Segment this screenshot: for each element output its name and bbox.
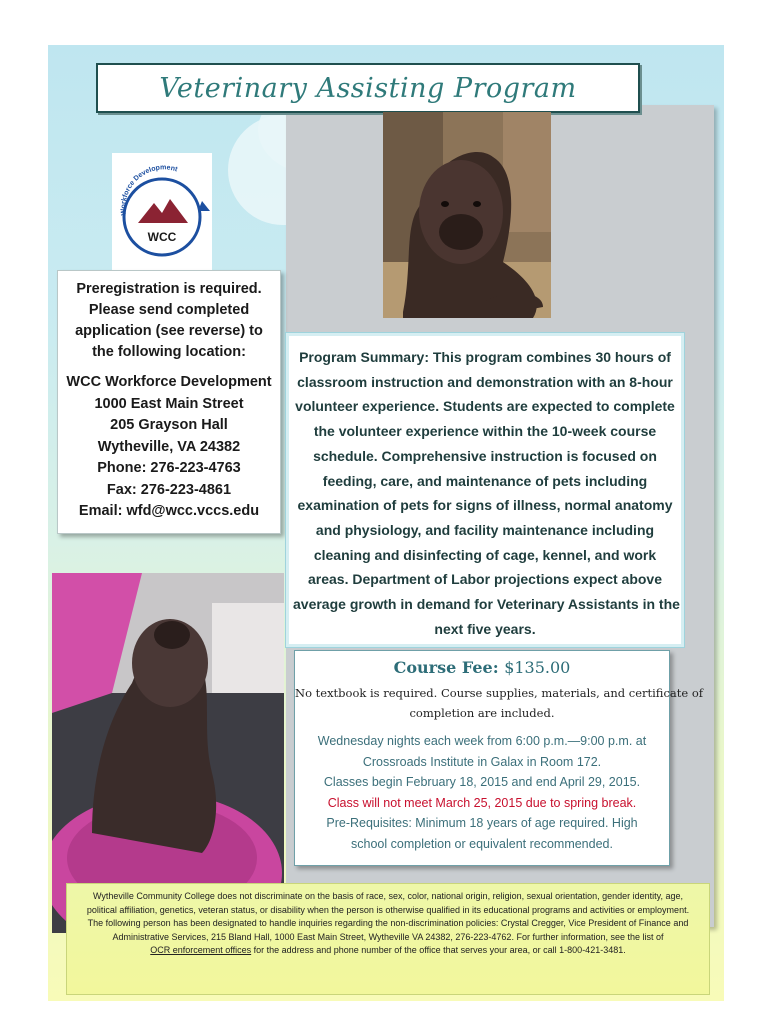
schedule-line: Classes begin February 18, 2015 and end April 29, 2015. xyxy=(323,775,641,789)
footer-line xyxy=(67,944,709,958)
summary-line: average growth in demand for Veterinary Assistants in the xyxy=(293,596,680,613)
summary-line: volunteer experience. Students are expected to complete xyxy=(295,398,675,415)
fee-label: Course Fee: xyxy=(393,658,499,677)
summary-line: Program Summary: This program combines 30 hours of xyxy=(299,349,671,365)
footer-line: Administrative Services, 215 Bland Hall, 1000 East Main Street, Wytheville VA 24382, 276-223-4762. For further information, see the list of xyxy=(112,931,664,942)
contact-street: 1000 East Main Street xyxy=(94,395,244,412)
logo-arc-text: Workforce Development xyxy=(120,164,179,216)
fee-amount: $135.00 xyxy=(504,658,571,677)
summary-line: cleaning and disinfecting of cage, kennel, and work xyxy=(313,546,657,563)
course-fee-heading xyxy=(295,658,669,677)
prerequisite-line: school completion or equivalent recommended. xyxy=(351,836,613,851)
dog-photo-top xyxy=(383,112,551,318)
contact-building: 205 Grayson Hall xyxy=(110,417,228,433)
footer-line: political affiliation, genetics, veteran status, or disability when the person is otherwise qualified in its educational programs and activities or employment. xyxy=(86,904,690,915)
class-schedule xyxy=(295,731,669,854)
summary-line: and physiology, and facility maintenance including xyxy=(315,521,655,538)
contact-info xyxy=(58,372,280,523)
prereg-line: Preregistration is required. xyxy=(76,281,262,297)
fee-note xyxy=(295,683,704,723)
program-summary-box xyxy=(286,333,684,647)
summary-line: examination of pets for signs of illness, normal anatomy xyxy=(297,497,673,514)
summary-line: feeding, care, and maintenance of pets including xyxy=(322,472,648,489)
prereg-line: application (see reverse) to xyxy=(75,323,263,339)
contact-city: Wytheville, VA 24382 xyxy=(97,438,241,455)
spring-break-notice: Class will not meet March 25, 2015 due to spring break. xyxy=(327,795,637,810)
title-banner xyxy=(96,63,640,113)
summary-line: areas. Department of Labor projections expect above xyxy=(308,571,662,588)
footer-line-rest: for the address and phone number of the office that serves your area, or call 1-800-421-3481. xyxy=(251,945,626,955)
mountain-icon xyxy=(138,199,188,223)
ocr-offices-link[interactable]: OCR enforcement offices xyxy=(150,945,252,955)
flyer-page xyxy=(48,45,724,1001)
logo-initials: WCC xyxy=(147,230,177,244)
summary-line: schedule. Comprehensive instruction is focused on xyxy=(313,447,657,464)
summary-line: next five years. xyxy=(434,620,536,637)
fee-note-line: completion are included. xyxy=(409,706,555,720)
preregistration-notice xyxy=(58,279,280,363)
program-summary xyxy=(289,345,681,641)
contact-phone: Phone: 276-223-4763 xyxy=(97,460,241,476)
contact-org: WCC Workforce Development xyxy=(66,374,272,390)
summary-line: classroom instruction and demonstration with an 8-hour xyxy=(297,373,673,390)
footer-line: The following person has been designated to handle inquiries regarding the non-discrimination policies: Crystal Cregger, Vice President of Finance and xyxy=(87,918,689,928)
wcc-logo xyxy=(112,153,212,273)
preregistration-box xyxy=(57,270,281,534)
page-title: Veterinary Assisting Program xyxy=(159,72,577,104)
prerequisite-line: Pre-Requisites: Minimum 18 years of age required. High xyxy=(326,816,638,830)
fee-note-line: No textbook is required. Course supplies, materials, and certificate of xyxy=(295,686,704,700)
schedule-line: Crossroads Institute in Galax in Room 172. xyxy=(362,754,602,769)
nondiscrimination-footer xyxy=(66,883,710,995)
schedule-line: Wednesday nights each week from 6:00 p.m.—9:00 p.m. at xyxy=(317,734,647,748)
contact-email[interactable]: Email: wfd@wcc.vccs.edu xyxy=(78,503,260,519)
prereg-line: Please send completed xyxy=(88,302,250,318)
prereg-line: the following location: xyxy=(92,344,246,360)
wcc-logo-graphic xyxy=(112,153,212,273)
dog-photo-bottom xyxy=(52,573,284,933)
summary-line: the volunteer experience within the 10-week course xyxy=(313,423,657,440)
contact-fax: Fax: 276-223-4861 xyxy=(106,481,232,498)
course-fee-box xyxy=(294,650,704,866)
footer-line: Wytheville Community College does not discriminate on the basis of race, sex, color, national origin, religion, sexual orientation, gender identity, age, xyxy=(92,891,684,901)
